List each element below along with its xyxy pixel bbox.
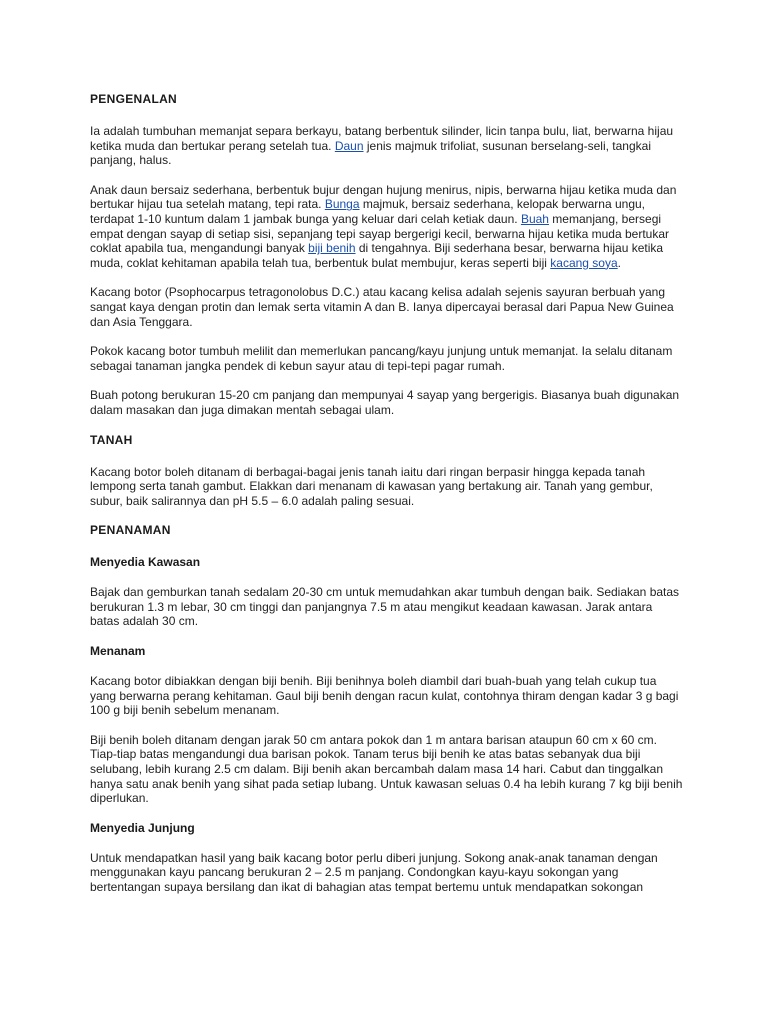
paragraph-intro [90, 124, 685, 168]
paragraph-origin: Kacang botor (Psophocarpus tetragonolobus D.C.) atau kacang kelisa adalah sejenis sayuran berbuah yang sangat kaya dengan protin dan lemak serta vitamin A dan B. Ianya dipercayai berasal dari Papua New Guinea dan Asia Tenggara. [90, 285, 674, 329]
heading-tanah: TANAH [90, 432, 133, 447]
text-span: Ia adalah tumbuhan memanjat separa berkayu, batang berbentuk silinder, licin tanpa bulu, liat, berwarna hijau ketika muda dan bertukar perang setelah tua. [90, 124, 674, 153]
paragraph-description [90, 183, 685, 271]
paragraph-fruit: Buah potong berukuran 15-20 cm panjang dan mempunyai 4 sayap yang bergerigis. Biasanya buah digunakan dalam masakan dan juga dimakan mentah sebagai ulam. [90, 388, 680, 417]
paragraph-growth: Pokok kacang botor tumbuh melilit dan memerlukan pancang/kayu junjung untuk memanjat. Ia selalu ditanam sebagai tanaman jangka pendek di kebun sayur atau di tepi-tepi pagar rumah. [90, 344, 673, 373]
heading-pengenalan: PENGENALAN [90, 92, 178, 106]
paragraph-trellis [90, 851, 685, 895]
paragraph-planting-seed: Kacang botor dibiakkan dengan biji benih. Biji benihnya boleh diambil dari buah-buah yang telah cukup tua yang berwarna perang kehitaman. Gaul biji benih dengan racun kulat, contohnya thiram dengan kadar 3 g bagi 100 g biji benih sebelum menanam. [90, 674, 679, 718]
link-biji-benih[interactable]: biji benih [308, 241, 356, 256]
text-line: menggunakan kayu pancang berukuran 2 – 2.5 m panjang. Condongkan kayu-kayu sokongan yang bertentangan supaya bersilang dan ikat di bahagian atas tempat bertemu untuk mendapatkan sokongan [90, 865, 644, 894]
link-daun[interactable]: Daun [334, 138, 364, 153]
paragraph-area-prep: Bajak dan gemburkan tanah sedalam 20-30 cm untuk memudahkan akar tumbuh dengan baik. Sediakan batas berukuran 1.3 m lebar, 30 cm tinggi dan panjangnya 7.5 m atau mengikut keadaan kawasan. Jarak antara batas adalah 30 cm. [90, 585, 680, 629]
link-kacang-soya[interactable]: kacang soya [550, 255, 618, 270]
text-line: Untuk mendapatkan hasil yang baik kacang botor perlu diberi junjung. Sokong anak-anak tanaman dengan [90, 850, 658, 865]
link-bunga[interactable]: Bunga [324, 197, 360, 212]
text-span: memanjang, bersegi empat dengan sayap di setiap sisi, sepanjang tepi sayap bergerigi kecil, berwarna hijau ketika muda bertukar coklat apabila tua, mengandungi banyak [90, 211, 670, 256]
subheading-menyedia-junjung: Menyedia Junjung [90, 820, 195, 835]
text-span: jenis majmuk trifoliat, susunan berselang-seli, tangkai panjang, halus. [90, 138, 651, 168]
text-span: . [617, 255, 621, 270]
text-span: majmuk, bersaiz sederhana, kelopak berwarna ungu, terdapat 1-10 kuntum dalam 1 jambak bunga yang keluar dari celah ketiak daun. [90, 197, 646, 226]
subheading-menanam: Menanam [90, 644, 146, 659]
link-buah[interactable]: Buah [520, 211, 549, 226]
document-page [90, 92, 685, 910]
text-span: di tengahnya. Biji sederhana besar, berwarna hijau ketika muda, coklat kehitaman apabila telah tua, berbentuk bulat membujur, keras seperti biji [90, 241, 664, 270]
subheading-menyedia-kawasan: Menyedia Kawasan [90, 555, 201, 570]
paragraph-planting-spacing: Biji benih boleh ditanam dengan jarak 50 cm antara pokok dan 1 m antara barisan ataupun 60 cm x 60 cm. Tiap-tiap batas mengandungi dua barisan pokok. Tanam terus biji benih ke atas batas sebanyak dua biji selubang, lebih kurang 2.5 cm dalam. Biji benih akan bercambah dalam masa 14 hari. Cabut dan tinggalkan hanya satu anak benih yang sihat pada setiap lubang. Untuk kawasan seluas 0.4 ha lebih kurang 7 kg biji benih diperlukan. [90, 732, 683, 806]
paragraph-soil: Kacang botor boleh ditanam di berbagai-bagai jenis tanah iaitu dari ringan berpasir hingga kepada tanah lempong serta tanah gambut. Elakkan dari menanam di kawasan yang bertakung air. Tanah yang gembur, subur, baik salirannya dan pH 5.5 – 6.0 adalah paling sesuai. [90, 464, 653, 508]
heading-penanaman: PENANAMAN [90, 523, 171, 538]
text-span: Anak daun bersaiz sederhana, berbentuk bujur dengan hujung menirus, nipis, berwarna hijau ketika muda dan bertukar hijau tua setelah matang, tepi rata. [90, 182, 677, 212]
